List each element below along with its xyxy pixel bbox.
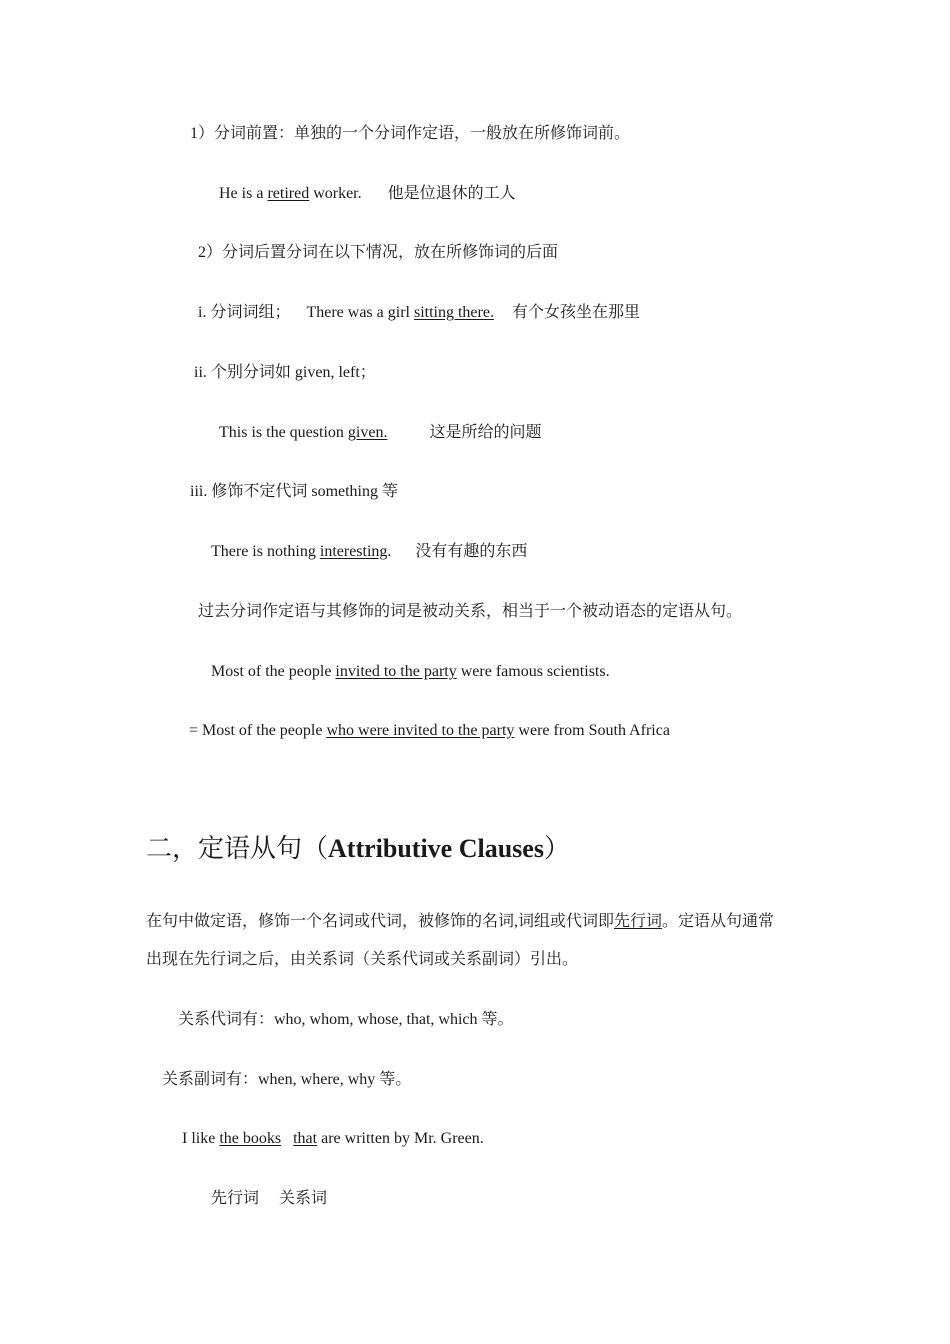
definition-line-2 (146, 950, 578, 970)
example-invited-underlined: invited to the party (335, 663, 457, 680)
example-interesting-underlined: interesting (319, 543, 388, 560)
example-retired-pre: He is a (219, 185, 268, 202)
rule-2-line (198, 243, 558, 263)
case-i-line (198, 303, 640, 323)
antecedent-label: 先行词 (211, 1190, 260, 1207)
definition-text-a: 在句中做定语，修饰一个名词或代词，被修饰的名词,词组或代词即 (146, 913, 615, 930)
relative-pronouns-line (178, 1010, 514, 1030)
example-retired-underlined: retired (267, 185, 310, 202)
example-books-line (182, 1129, 484, 1149)
case-i-example: There was a girl (306, 304, 414, 321)
example-invited-pre: Most of the people (211, 663, 336, 680)
section-heading (146, 832, 570, 866)
example-invited-line (211, 662, 610, 682)
case-ii-line (194, 363, 376, 383)
example-interesting-post: . (387, 543, 392, 560)
example-given-underlined: given. (347, 424, 388, 441)
example-invited-post: were famous scientists. (456, 663, 610, 680)
example-interesting-line (211, 542, 527, 562)
definition-text-b: 。定语从句通常 (662, 913, 775, 930)
example-retired-line (219, 184, 516, 204)
antecedent-term: 先行词 (614, 913, 663, 930)
relative-pronouns-text: 关系代词有：who, whom, whose, that, which 等。 (178, 1011, 514, 1028)
relative-adverbs-text: 关系副词有：when, where, why 等。 (162, 1071, 412, 1088)
heading-en: Attributive Clauses (328, 834, 544, 863)
example-books-post: are written by Mr. Green. (317, 1130, 484, 1147)
passive-relation-text: 过去分词作定语与其修饰的词是被动关系，相当于一个被动语态的定语从句。 (198, 603, 743, 620)
example-given-pre: This is the question (219, 424, 348, 441)
passive-relation-line (198, 602, 742, 622)
rule-1-line (190, 124, 630, 144)
case-ii-text: ii. 个别分词如 given, left； (194, 364, 376, 381)
rule-2-text: 2）分词后置分词在以下情况，放在所修饰词的后面 (198, 244, 559, 261)
case-i-label: i. 分词词组； (198, 304, 291, 321)
example-retired-post: worker. (309, 185, 362, 202)
case-i-underlined: sitting there. (413, 304, 494, 321)
example-equivalent-underlined: who were invited to the party (326, 722, 515, 739)
example-interesting-pre: There is nothing (211, 543, 320, 560)
rule-1-text: 1）分词前置：单独的一个分词作定语，一般放在所修饰词前。 (190, 125, 631, 142)
example-interesting-translation: 没有有趣的东西 (415, 543, 528, 560)
relative-word-label: 关系词 (279, 1190, 328, 1207)
case-i-translation: 有个女孩坐在那里 (511, 304, 640, 321)
example-equivalent-line (189, 721, 670, 741)
example-books-pre: I like (182, 1130, 220, 1147)
heading-cn-pre: 二，定语从句（ (146, 834, 329, 863)
example-equivalent-post: were from South Africa (514, 722, 670, 739)
example-books-relative: that (293, 1130, 318, 1147)
definition-text-2: 出现在先行词之后，由关系词（关系代词或关系副词）引出。 (146, 951, 579, 968)
case-iii-text: iii. 修饰不定代词 something 等 (190, 483, 399, 500)
relative-adverbs-line (162, 1070, 411, 1090)
example-given-line (219, 423, 541, 443)
example-retired-translation: 他是位退休的工人 (387, 185, 516, 202)
example-labels-line (211, 1189, 327, 1209)
definition-line-1 (146, 912, 774, 932)
example-equivalent-pre: = Most of the people (189, 722, 327, 739)
example-given-translation: 这是所给的问题 (429, 424, 542, 441)
case-iii-line (190, 482, 398, 502)
example-books-antecedent: the books (219, 1130, 282, 1147)
heading-cn-post: ） (543, 834, 570, 863)
